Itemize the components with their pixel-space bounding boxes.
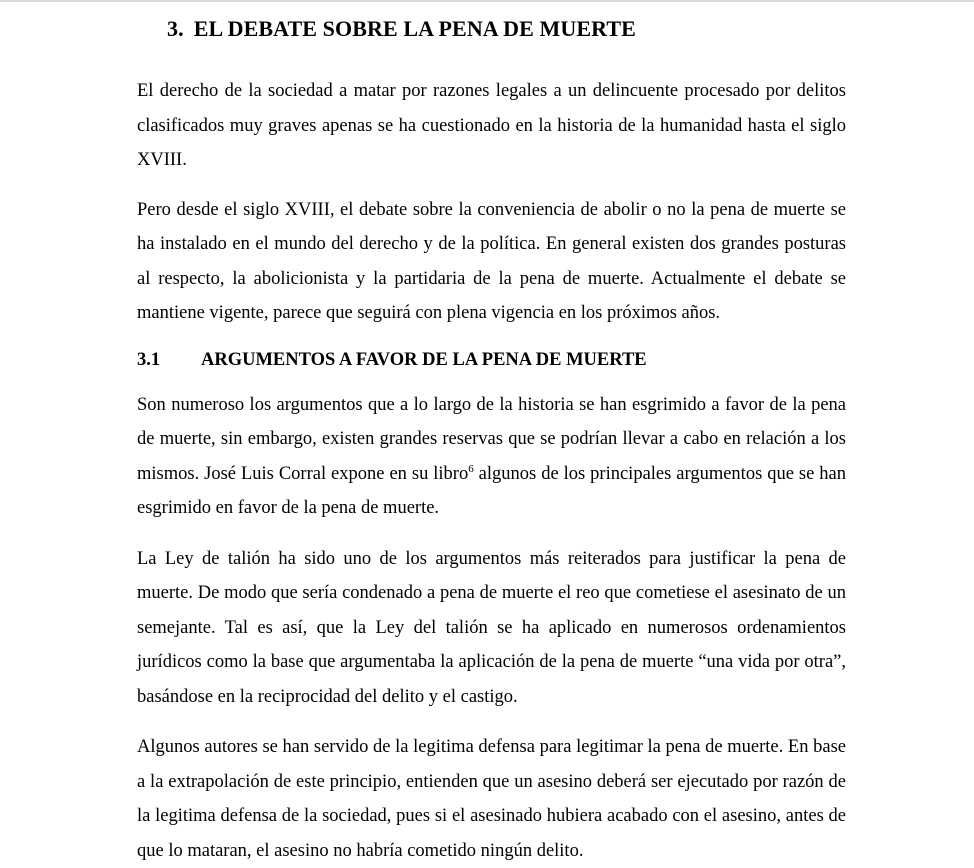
section-heading bbox=[137, 343, 846, 377]
chapter-title: EL DEBATE SOBRE LA PENA DE MUERTE bbox=[193, 16, 636, 41]
paragraph-2: Pero desde el siglo XVIII, el debate sobre la conveniencia de abolir o no la pena de muerte se ha instalado en el mundo del derecho y de la política. En general existen dos grandes posturas al respecto, la abolicionista y la partidaria de la pena de muerte. Actualmente el debate se mantiene vigente, parece que seguirá con plena vigencia en los próximos años. bbox=[137, 199, 846, 323]
paragraph-5: Algunos autores se han servido de la legitima defensa para legitimar la pena de muerte. En base a la extrapolación de este principio, entienden que un asesino deberá ser ejecutado por razón de la legitima defensa de la sociedad, pues si el asesinado hubiera acabado con el asesino, antes de que lo mataran, el asesino no habría cometido ningún delito. bbox=[137, 737, 846, 861]
paragraph-3-text-before: Son numeroso los argumentos que a lo largo de la historia se han esgrimido a favor de la pena de muerte, sin embargo, existen grandes reservas que se podrían llevar a cabo en relación a los mismos. José Luis Corral expone en su libro bbox=[137, 394, 846, 484]
document-page bbox=[137, 14, 846, 868]
chapter-heading bbox=[167, 14, 846, 44]
chapter-number: 3. bbox=[167, 16, 184, 41]
section-number: 3.1 bbox=[137, 349, 161, 370]
top-border-line bbox=[0, 0, 974, 2]
paragraph-4: La Ley de talión ha sido uno de los argumentos más reiterados para justificar la pena de muerte. De modo que sería condenado a pena de muerte el reo que cometiese el asesinato de un semejante. Tal es así, que la Ley del talión se ha aplicado en numerosos ordenamientos jurídicos como la base que argumentaba la aplicación de la pena de muerte “una vida por otra”, basándose en la reciprocidad del delito y el castigo. bbox=[137, 548, 846, 707]
footnote-reference[interactable]: 6 bbox=[468, 462, 474, 475]
paragraph-1: El derecho de la sociedad a matar por razones legales a un delincuente procesado por delitos clasificados muy graves apenas se ha cuestionado en la historia de la humanidad hasta el siglo XVIII. bbox=[137, 81, 846, 170]
paragraph-3 bbox=[137, 388, 846, 526]
section-title: ARGUMENTOS A FAVOR DE LA PENA DE MUERTE bbox=[201, 349, 647, 370]
paragraph-3-text-after: algunos de los principales argumentos que se han esgrimido en favor de la pena de muerte. bbox=[137, 463, 846, 518]
